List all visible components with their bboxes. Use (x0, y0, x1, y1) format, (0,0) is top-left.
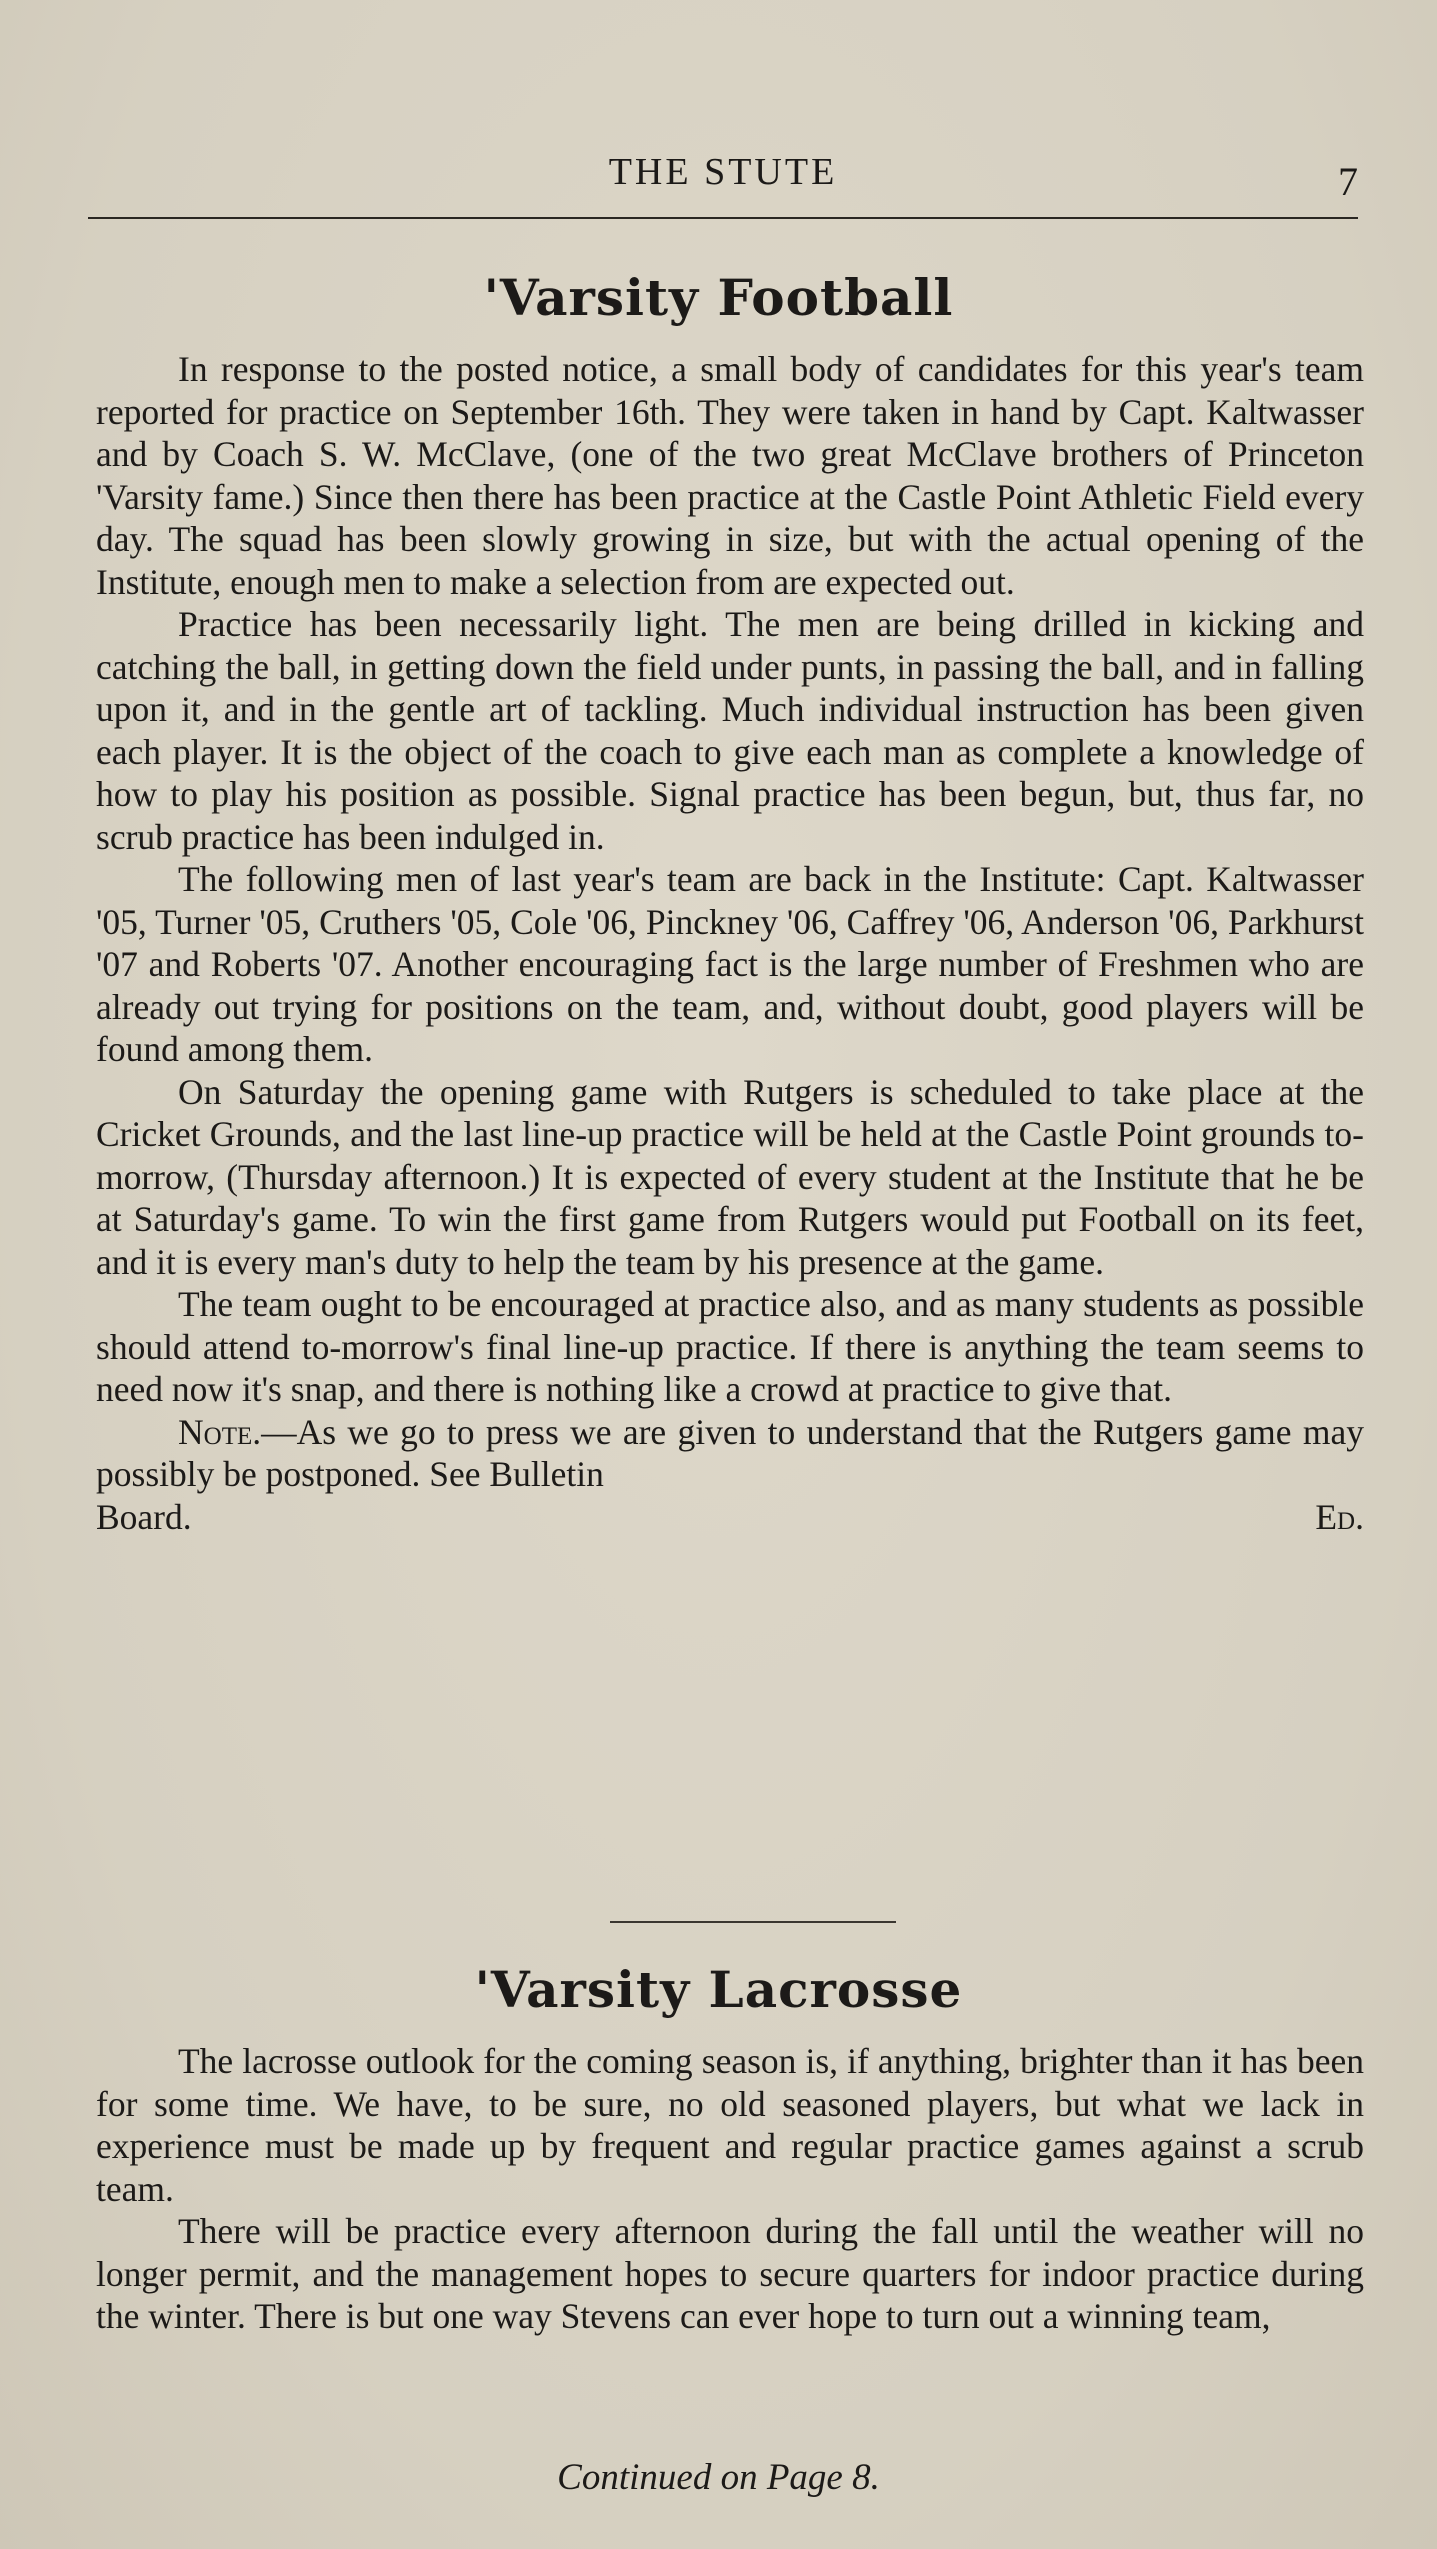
lacrosse-paragraph-1: The lacrosse outlook for the coming season is, if anything, brighter than it has been for some time. We have, to be sure, no old seasoned players, but what we lack in experience must be made up by frequent and regular practice games against a scrub team. (96, 2041, 1364, 2209)
football-paragraph-3: The following men of last year's team are back in the Institute: Capt. Kaltwasser '05, Turner '05, Cruthers '05, Cole '06, Pinckney '06, Caffrey '06, Anderson '06, Parkhurst '07 and Roberts '07. Another encouraging fact is the large number of Freshmen who are already out trying for positions on the team, and, without doubt, good players will be found among them. (96, 859, 1364, 1069)
football-paragraph-1: In response to the posted notice, a small body of candidates for this year's team reported for practice on September 16th. They were taken in hand by Capt. Kaltwasser and by Coach S. W. McClave, (one of the two great McClave brothers of Princeton 'Varsity fame.) Since then there has been practice at the Castle Point Athletic Field every day. The squad has been slowly growing in size, but with the actual opening of the Institute, enough men to make a selection from are expected out. (96, 349, 1364, 602)
running-head (88, 150, 1358, 204)
note-end-line (96, 1496, 1364, 1539)
football-paragraph-2: Practice has been necessarily light. The men are being drilled in kicking and catching the ball, in getting down the field under punts, in passing the ball, and in falling upon it, and in the gentle art of tackling. Much individual instruction has been given each player. It is the object of the coach to give each man as complete a knowledge of how to play his position as possible. Signal practice has been begun, but, thus far, no scrub practice has been indulged in. (96, 604, 1364, 857)
football-paragraph-4: On Saturday the opening game with Rutgers is scheduled to take place at the Cricket Grounds, and the last line-up practice will be held at the Castle Point grounds to-morrow, (Thursday afternoon.) It is expected of every student at the Institute that he be at Saturday's game. To win the first game from Rutgers would put Football on its feet, and it is every man's duty to help the team by his presence at the game. (96, 1071, 1364, 1282)
football-article (96, 348, 1364, 1538)
note-label: Note. (178, 1411, 262, 1452)
editor-signature: Ed. (1315, 1496, 1364, 1537)
section-divider (610, 1921, 896, 1923)
lacrosse-heading: 'Varsity Lacrosse (474, 1960, 963, 2019)
football-paragraph-5: The team ought to be encouraged at practice also, and as many students as possible should attend to-morrow's final line-up practice. If there is anything the team seems to need now it's snap, and there is nothing like a crowd at practice to give that. (96, 1284, 1364, 1409)
header-rule (88, 217, 1358, 219)
note-text: —As we go to press we are given to understand that the Rutgers game may possibly be postponed. See Bulletin (96, 1411, 1364, 1494)
lacrosse-article (96, 2040, 1364, 2338)
football-heading: 'Varsity Football (483, 268, 954, 327)
note-last-word: Board. (96, 1496, 192, 1537)
lacrosse-paragraph-2: There will be practice every afternoon during the fall until the weather will no longer permit, and the management hopes to secure quarters for indoor practice during the winter. There is but one way Stevens can ever hope to turn out a winning team, (96, 2211, 1364, 2336)
football-note (96, 1411, 1364, 1496)
continued-note: Continued on Page 8. (557, 2457, 880, 2498)
page-number: 7 (1338, 159, 1358, 204)
publication-title: THE STUTE (608, 151, 838, 193)
